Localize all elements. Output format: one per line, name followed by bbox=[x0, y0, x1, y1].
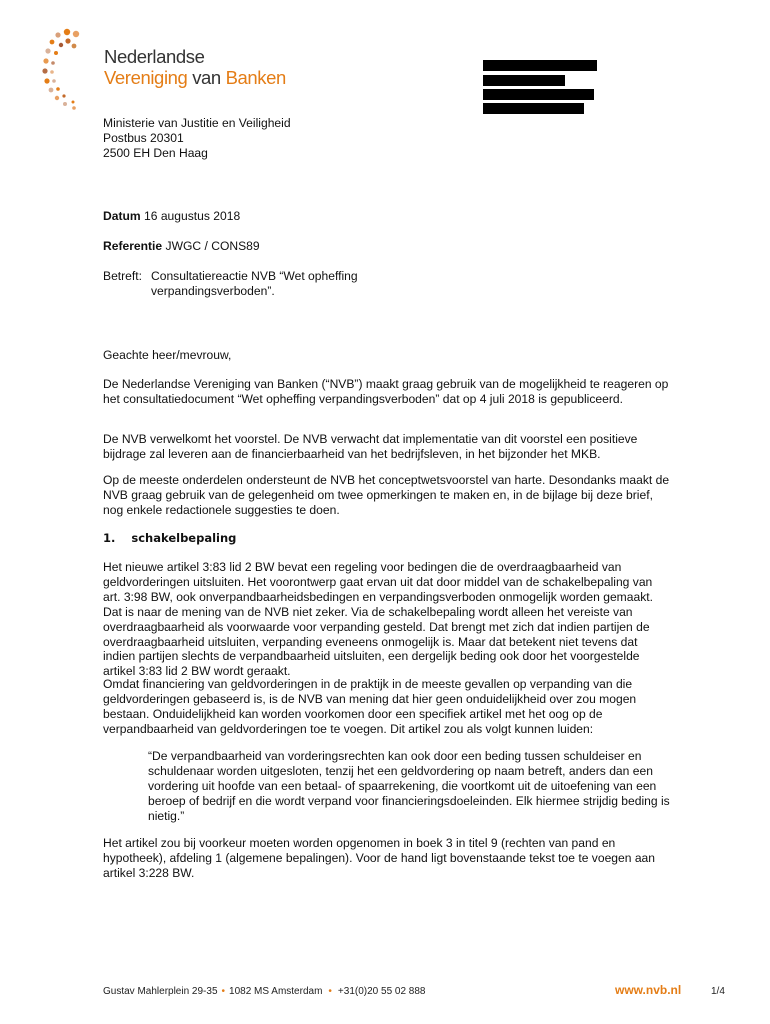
reference-line bbox=[103, 239, 683, 254]
paragraph: Op de meeste onderdelen ondersteunt de NVB het conceptwetsvoorstel van harte. Desondanks maakt de NVB graag gebruik van de gelegenheid om twee opmerkingen te maken en, in de bijlage bij deze brief, nog enkele redactionele suggesties te doen. bbox=[103, 473, 670, 517]
addressee-block bbox=[103, 116, 683, 161]
subject-block bbox=[103, 269, 683, 298]
date-line bbox=[103, 209, 683, 224]
date-value: 16 augustus 2018 bbox=[144, 209, 241, 223]
paragraph: De NVB verwelkomt het voorstel. De NVB verwacht dat implementatie van dit voorstel een positieve bijdrage zal leveren aan de financierbaarheid van het bedrijfsleven, in het bijzonder het MKB. bbox=[103, 432, 638, 461]
date-label: Datum bbox=[103, 209, 141, 223]
addressee-line: Postbus 20301 bbox=[103, 130, 184, 145]
redaction-bar bbox=[483, 75, 565, 86]
redaction-bar bbox=[483, 89, 594, 100]
footer-address: Gustav Mahlerplein 29-35 bbox=[103, 986, 218, 997]
footer-address-line bbox=[103, 985, 426, 1000]
addressee-line: Ministerie van Justitie en Veiligheid bbox=[103, 116, 291, 130]
logo-word-banken: Banken bbox=[225, 67, 286, 88]
subject-line2: verpandingsverboden”. bbox=[151, 284, 275, 298]
salutation: Geachte heer/mevrouw, bbox=[103, 348, 232, 362]
nvb-logo bbox=[42, 26, 292, 112]
subject-line1: Consultatiereactie NVB “Wet opheffing bbox=[151, 269, 358, 283]
logo-word-van: van bbox=[192, 67, 221, 88]
logo-word-vereniging: Vereniging bbox=[104, 67, 188, 88]
reference-label: Referentie bbox=[103, 239, 163, 253]
bullet-icon: • bbox=[221, 986, 226, 997]
footer-city: 1082 MS Amsterdam bbox=[229, 986, 323, 997]
logo-text-line2 bbox=[104, 68, 286, 88]
reference-value: JWGC / CONS89 bbox=[165, 239, 260, 253]
paragraph: De Nederlandse Vereniging van Banken (“NVB”) maakt graag gebruik van de mogelijkheid te reageren op het consultatiedocument “Wet opheffing verpandingsverboden” dat op 4 juli 2018 is gepubliceerd. bbox=[103, 377, 669, 406]
section-heading: 1. schakelbepaling bbox=[103, 531, 237, 545]
redaction-bar bbox=[483, 103, 584, 114]
paragraph: Het artikel zou bij voorkeur moeten worden opgenomen in boek 3 in titel 9 (rechten van pand en hypotheek), afdeling 1 (algemene bepalingen). Voor de hand ligt bovenstaande tekst toe te voegen aan artikel 3:228 BW. bbox=[103, 836, 656, 880]
paragraph: Het nieuwe artikel 3:83 lid 2 BW bevat een regeling voor bedingen die de overdraagbaarheid van geldvorderingen uitsluiten. Het voorontwerp gaat ervan uit dat door middel van de schakelbepaling van art. 3:98 BW, ook onverpandbaarheidsbedingen en verpandingsverboden onmogelijk worden gemaakt. Dat is naar de mening van de NVB niet zeker. Via de schakelbepaling wordt alleen het vereiste van overdraagbaarheid als voorwaarde voor verpanding gesteld. Dat brengt met zich dat indien partijen de overdraagbaarheid uitsluiten, verpanding eveneens onmogelijk is. Maar dat betekent niet tevens dat indien partijen slechts de verpandbaarheid uitsluiten, een dergelijk beding ook door het voorgestelde artikel 3:83 lid 2 BW wordt geraakt. bbox=[103, 560, 653, 679]
addressee-line: 2500 EH Den Haag bbox=[103, 145, 208, 160]
logo-text-line1: Nederlandse bbox=[104, 46, 205, 67]
subject-label: Betreft: bbox=[103, 269, 142, 283]
redaction-bar bbox=[483, 60, 597, 71]
logo-dots-icon bbox=[42, 26, 102, 112]
footer-phone: +31(0)20 55 02 888 bbox=[337, 986, 426, 997]
bullet-icon: • bbox=[328, 986, 332, 997]
website-link[interactable]: www.nvb.nl bbox=[615, 983, 682, 997]
quoted-article: “De verpandbaarheid van vorderingsrechten kan ook door een beding tussen schuldeiser en schuldenaar worden uitgesloten, tenzij het een geldvordering op naam betreft, anders dan een vordering uit hoofde van een betaal- of spaarrekening, die voortkomt uit de uitoefening van een beroep of bedrijf en die wordt verpand voor financieringsdoeleinden. Elk hiermee strijdig beding is nietig.” bbox=[148, 749, 670, 823]
paragraph: Omdat financiering van geldvorderingen in de praktijk in de meeste gevallen op verpanding van die geldvorderingen gebaseerd is, is de NVB van mening dat hier geen onduidelijkheid over zou mogen bestaan. Onduidelijkheid kan worden voorkomen door een specifiek artikel met het oog op de verpandbaarheid van geldvorderingen toe te voegen. Dit artikel zou als volgt kunnen luiden: bbox=[103, 677, 637, 736]
page-number: 1/4 bbox=[711, 986, 725, 997]
